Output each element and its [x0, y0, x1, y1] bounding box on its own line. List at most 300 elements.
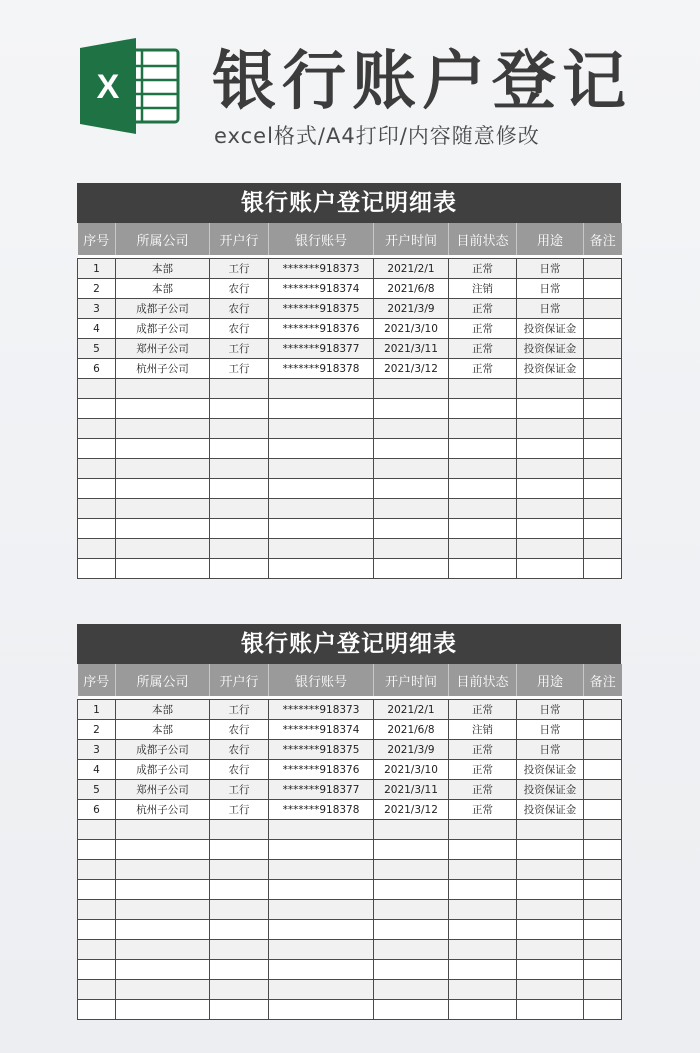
- table-cell[interactable]: 日常: [517, 299, 584, 319]
- table-cell[interactable]: 投资保证金: [517, 319, 584, 339]
- table-cell[interactable]: [374, 1000, 449, 1020]
- table-cell[interactable]: [78, 1000, 116, 1020]
- table-cell[interactable]: [78, 439, 116, 459]
- table-cell[interactable]: *******918375: [269, 740, 374, 760]
- empty-row: [78, 1000, 622, 1020]
- table-cell[interactable]: [78, 860, 116, 880]
- table-cell[interactable]: [78, 539, 116, 559]
- table-cell[interactable]: [584, 299, 622, 319]
- table-cell[interactable]: [210, 519, 269, 539]
- table-cell[interactable]: 工行: [210, 700, 269, 720]
- table-cell[interactable]: [116, 920, 210, 940]
- table-cell[interactable]: 正常: [449, 740, 517, 760]
- table-cell[interactable]: [374, 479, 449, 499]
- table-cell[interactable]: [584, 359, 622, 379]
- table-cell[interactable]: [269, 860, 374, 880]
- table-cell[interactable]: [116, 900, 210, 920]
- table-cell[interactable]: 工行: [210, 339, 269, 359]
- table-cell[interactable]: [584, 940, 622, 960]
- table-cell[interactable]: 2021/3/10: [374, 319, 449, 339]
- table-cell[interactable]: [584, 800, 622, 820]
- svg-text:X: X: [96, 68, 120, 106]
- table-cell[interactable]: [210, 539, 269, 559]
- table-cell[interactable]: [116, 439, 210, 459]
- table-cell[interactable]: 日常: [517, 720, 584, 740]
- table-cell[interactable]: 4: [78, 760, 116, 780]
- table-cell[interactable]: 2021/6/8: [374, 279, 449, 299]
- table-row: [78, 299, 622, 319]
- table-cell[interactable]: 日常: [517, 740, 584, 760]
- table-row: [78, 339, 622, 359]
- table-cell[interactable]: [210, 820, 269, 840]
- table-cell[interactable]: 投资保证金: [517, 339, 584, 359]
- table-cell[interactable]: [584, 519, 622, 539]
- table-cell[interactable]: [449, 519, 517, 539]
- empty-row: [78, 479, 622, 499]
- table-cell[interactable]: *******918374: [269, 279, 374, 299]
- table-cell[interactable]: *******918377: [269, 339, 374, 359]
- table-cell[interactable]: [517, 860, 584, 880]
- table-cell[interactable]: [449, 439, 517, 459]
- empty-row: [78, 980, 622, 1000]
- table-cell[interactable]: [517, 559, 584, 579]
- table-cell[interactable]: [116, 479, 210, 499]
- table-cell[interactable]: [449, 960, 517, 980]
- table-cell[interactable]: [449, 399, 517, 419]
- table-cell[interactable]: [269, 459, 374, 479]
- table-cell[interactable]: [116, 519, 210, 539]
- table-cell[interactable]: [269, 1000, 374, 1020]
- table-cell[interactable]: 6: [78, 800, 116, 820]
- table-cell[interactable]: [517, 840, 584, 860]
- table-cell[interactable]: [584, 439, 622, 459]
- table-cell[interactable]: [517, 379, 584, 399]
- column-header: 银行账号: [269, 664, 374, 696]
- empty-row: [78, 920, 622, 940]
- table-cell[interactable]: [78, 559, 116, 579]
- table-cell[interactable]: [374, 419, 449, 439]
- table-cell[interactable]: [374, 519, 449, 539]
- table-cell[interactable]: [584, 419, 622, 439]
- table-cell[interactable]: [584, 740, 622, 760]
- table-cell[interactable]: [374, 399, 449, 419]
- table-cell[interactable]: [374, 960, 449, 980]
- table-cell[interactable]: [449, 980, 517, 1000]
- table-cell[interactable]: 工行: [210, 800, 269, 820]
- empty-row: [78, 399, 622, 419]
- table-cell[interactable]: 成都子公司: [116, 319, 210, 339]
- table-cell[interactable]: [584, 339, 622, 359]
- table-cell[interactable]: [517, 499, 584, 519]
- table-cell[interactable]: 2021/2/1: [374, 259, 449, 279]
- table-cell[interactable]: [584, 860, 622, 880]
- table-cell[interactable]: [269, 940, 374, 960]
- table-cell[interactable]: [449, 379, 517, 399]
- table-cell[interactable]: 农行: [210, 299, 269, 319]
- column-header: 开户时间: [374, 664, 449, 696]
- table-cell[interactable]: [78, 820, 116, 840]
- table-cell[interactable]: [269, 419, 374, 439]
- table-cell[interactable]: [116, 980, 210, 1000]
- table-cell[interactable]: [269, 820, 374, 840]
- table-cell[interactable]: 杭州子公司: [116, 800, 210, 820]
- table-cell[interactable]: 日常: [517, 700, 584, 720]
- table-cell[interactable]: 成都子公司: [116, 299, 210, 319]
- table-cell[interactable]: 本部: [116, 279, 210, 299]
- table-cell[interactable]: [269, 499, 374, 519]
- column-header: 目前状态: [449, 223, 517, 255]
- table-cell[interactable]: [584, 319, 622, 339]
- table-cell[interactable]: 投资保证金: [517, 800, 584, 820]
- table-cell[interactable]: [584, 900, 622, 920]
- table-cell[interactable]: [269, 880, 374, 900]
- table-row: [78, 720, 622, 740]
- column-header: 银行账号: [269, 223, 374, 255]
- table-cell[interactable]: 5: [78, 780, 116, 800]
- column-header: 备注: [584, 664, 622, 696]
- table-cell[interactable]: *******918377: [269, 780, 374, 800]
- table-cell[interactable]: 正常: [449, 319, 517, 339]
- table-cell[interactable]: [78, 479, 116, 499]
- table-cell[interactable]: 2021/6/8: [374, 720, 449, 740]
- table-cell[interactable]: 2021/3/12: [374, 800, 449, 820]
- table-cell[interactable]: [374, 379, 449, 399]
- table-cell[interactable]: [116, 559, 210, 579]
- table-cell[interactable]: 本部: [116, 259, 210, 279]
- table-cell[interactable]: [517, 940, 584, 960]
- table-cell[interactable]: [269, 519, 374, 539]
- table-cell[interactable]: [517, 920, 584, 940]
- table-cell[interactable]: [517, 459, 584, 479]
- excel-icon: [80, 38, 180, 134]
- table-cell[interactable]: 正常: [449, 800, 517, 820]
- table-cell[interactable]: [584, 279, 622, 299]
- table-cell[interactable]: [269, 960, 374, 980]
- table-cell[interactable]: 1: [78, 259, 116, 279]
- table-cell[interactable]: [449, 479, 517, 499]
- table-cell[interactable]: 注销: [449, 279, 517, 299]
- table-cell[interactable]: 农行: [210, 319, 269, 339]
- sheet-title: 银行账户登记明细表: [77, 183, 621, 223]
- table-cell[interactable]: 本部: [116, 720, 210, 740]
- empty-row: [78, 419, 622, 439]
- table-cell[interactable]: 注销: [449, 720, 517, 740]
- table-cell[interactable]: [116, 399, 210, 419]
- table-cell[interactable]: 2021/3/11: [374, 780, 449, 800]
- table-cell[interactable]: [269, 539, 374, 559]
- empty-row: [78, 559, 622, 579]
- table-cell[interactable]: [584, 920, 622, 940]
- table-cell[interactable]: [374, 860, 449, 880]
- table-cell[interactable]: [210, 980, 269, 1000]
- table-cell[interactable]: 日常: [517, 259, 584, 279]
- table-cell[interactable]: [584, 780, 622, 800]
- table-cell[interactable]: [210, 439, 269, 459]
- table-body: [78, 696, 622, 1020]
- table-cell[interactable]: [116, 1000, 210, 1020]
- page-header: [0, 0, 700, 160]
- table-cell[interactable]: [78, 459, 116, 479]
- table-cell[interactable]: [78, 920, 116, 940]
- table-cell[interactable]: *******918375: [269, 299, 374, 319]
- table-cell[interactable]: [78, 519, 116, 539]
- table-cell[interactable]: [116, 960, 210, 980]
- table-cell[interactable]: [210, 559, 269, 579]
- table-cell[interactable]: [374, 499, 449, 519]
- table-body: [78, 255, 622, 579]
- table-cell[interactable]: 2021/3/9: [374, 740, 449, 760]
- table-cell[interactable]: [374, 459, 449, 479]
- table-cell[interactable]: [210, 860, 269, 880]
- column-header: 开户时间: [374, 223, 449, 255]
- table-cell[interactable]: [210, 940, 269, 960]
- table-cell[interactable]: [116, 499, 210, 519]
- table-cell[interactable]: 投资保证金: [517, 760, 584, 780]
- table-cell[interactable]: 郑州子公司: [116, 339, 210, 359]
- table-cell[interactable]: [78, 499, 116, 519]
- table-cell[interactable]: 郑州子公司: [116, 780, 210, 800]
- table-cell[interactable]: 2021/3/9: [374, 299, 449, 319]
- column-header: 序号: [78, 664, 116, 696]
- table-cell[interactable]: [517, 519, 584, 539]
- table-cell[interactable]: 5: [78, 339, 116, 359]
- table-cell[interactable]: [517, 820, 584, 840]
- table-cell[interactable]: [374, 940, 449, 960]
- register-sheet: [77, 183, 621, 579]
- table-cell[interactable]: [374, 820, 449, 840]
- table-cell[interactable]: [449, 419, 517, 439]
- table-cell[interactable]: 2021/2/1: [374, 700, 449, 720]
- table-cell[interactable]: [517, 880, 584, 900]
- table-cell[interactable]: [210, 880, 269, 900]
- table-cell[interactable]: 2: [78, 720, 116, 740]
- table-cell[interactable]: [210, 459, 269, 479]
- table-cell[interactable]: [269, 840, 374, 860]
- table-cell[interactable]: 工行: [210, 359, 269, 379]
- table-cell[interactable]: 正常: [449, 259, 517, 279]
- table-cell[interactable]: [584, 840, 622, 860]
- table-cell[interactable]: [116, 539, 210, 559]
- table-cell[interactable]: [584, 880, 622, 900]
- table-cell[interactable]: [78, 419, 116, 439]
- table-cell[interactable]: [210, 900, 269, 920]
- table-cell[interactable]: [116, 940, 210, 960]
- table-cell[interactable]: 2021/3/10: [374, 760, 449, 780]
- table-row: [78, 359, 622, 379]
- table-cell[interactable]: [584, 980, 622, 1000]
- table-cell[interactable]: *******918374: [269, 720, 374, 740]
- table-cell[interactable]: [449, 940, 517, 960]
- table-cell[interactable]: [449, 860, 517, 880]
- table-cell[interactable]: [210, 920, 269, 940]
- table-cell[interactable]: 农行: [210, 740, 269, 760]
- table-cell[interactable]: [449, 499, 517, 519]
- table-cell[interactable]: [116, 840, 210, 860]
- table-cell[interactable]: [210, 479, 269, 499]
- table-cell[interactable]: 6: [78, 359, 116, 379]
- table-cell[interactable]: 3: [78, 740, 116, 760]
- table-cell[interactable]: 成都子公司: [116, 740, 210, 760]
- table-cell[interactable]: [210, 840, 269, 860]
- table-cell[interactable]: [584, 720, 622, 740]
- table-cell[interactable]: [116, 860, 210, 880]
- table-cell[interactable]: [584, 820, 622, 840]
- table-cell[interactable]: [449, 900, 517, 920]
- table-cell[interactable]: [210, 1000, 269, 1020]
- table-row: [78, 700, 622, 720]
- table-cell[interactable]: *******918378: [269, 359, 374, 379]
- table-cell[interactable]: [517, 539, 584, 559]
- table-cell[interactable]: [517, 419, 584, 439]
- table-cell[interactable]: 本部: [116, 700, 210, 720]
- table-row: [78, 279, 622, 299]
- table-cell[interactable]: [78, 399, 116, 419]
- table-cell[interactable]: [78, 980, 116, 1000]
- table-cell[interactable]: [449, 539, 517, 559]
- table-cell[interactable]: [116, 419, 210, 439]
- table-cell[interactable]: 农行: [210, 720, 269, 740]
- table-cell[interactable]: [269, 559, 374, 579]
- empty-row: [78, 379, 622, 399]
- table-cell[interactable]: [584, 259, 622, 279]
- table-cell[interactable]: 工行: [210, 780, 269, 800]
- table-cell[interactable]: [584, 700, 622, 720]
- table-cell[interactable]: [374, 840, 449, 860]
- table-cell[interactable]: [517, 1000, 584, 1020]
- table-cell[interactable]: [210, 960, 269, 980]
- table-cell[interactable]: 正常: [449, 339, 517, 359]
- column-header: 序号: [78, 223, 116, 255]
- table-cell[interactable]: [584, 539, 622, 559]
- table-cell[interactable]: [78, 880, 116, 900]
- table-cell[interactable]: 农行: [210, 760, 269, 780]
- table-cell[interactable]: [449, 820, 517, 840]
- register-table: [77, 664, 622, 1020]
- table-cell[interactable]: *******918373: [269, 259, 374, 279]
- table-cell[interactable]: [78, 940, 116, 960]
- table-cell[interactable]: [210, 499, 269, 519]
- table-cell[interactable]: [269, 439, 374, 459]
- table-cell[interactable]: [517, 439, 584, 459]
- table-cell[interactable]: [269, 920, 374, 940]
- table-header-row: [78, 664, 622, 696]
- table-cell[interactable]: [374, 880, 449, 900]
- table-cell[interactable]: [269, 900, 374, 920]
- table-cell[interactable]: [517, 900, 584, 920]
- column-header: 开户行: [210, 664, 269, 696]
- table-cell[interactable]: [116, 820, 210, 840]
- table-cell[interactable]: 投资保证金: [517, 780, 584, 800]
- empty-row: [78, 880, 622, 900]
- table-cell[interactable]: [78, 379, 116, 399]
- table-cell[interactable]: [78, 900, 116, 920]
- table-cell[interactable]: [517, 479, 584, 499]
- table-cell[interactable]: 1: [78, 700, 116, 720]
- table-cell[interactable]: 正常: [449, 780, 517, 800]
- table-cell[interactable]: 2021/3/11: [374, 339, 449, 359]
- table-cell[interactable]: [449, 459, 517, 479]
- table-cell[interactable]: [374, 539, 449, 559]
- table-cell[interactable]: 农行: [210, 279, 269, 299]
- empty-row: [78, 519, 622, 539]
- table-cell[interactable]: 杭州子公司: [116, 359, 210, 379]
- table-cell[interactable]: [374, 900, 449, 920]
- table-cell[interactable]: [78, 960, 116, 980]
- column-header: 开户行: [210, 223, 269, 255]
- table-cell[interactable]: [584, 399, 622, 419]
- column-header: 用途: [517, 664, 584, 696]
- page-title: 银行账户登记: [212, 45, 632, 119]
- table-cell[interactable]: [449, 840, 517, 860]
- table-cell[interactable]: [584, 459, 622, 479]
- table-cell[interactable]: [584, 559, 622, 579]
- table-cell[interactable]: [584, 760, 622, 780]
- column-header: 目前状态: [449, 664, 517, 696]
- table-cell[interactable]: [374, 439, 449, 459]
- table-cell[interactable]: [449, 920, 517, 940]
- column-header: 备注: [584, 223, 622, 255]
- table-cell[interactable]: [269, 479, 374, 499]
- empty-row: [78, 900, 622, 920]
- table-cell[interactable]: [116, 880, 210, 900]
- table-cell[interactable]: [210, 399, 269, 419]
- table-cell[interactable]: [269, 399, 374, 419]
- table-cell[interactable]: 正常: [449, 760, 517, 780]
- table-cell[interactable]: [584, 960, 622, 980]
- table-cell[interactable]: [449, 880, 517, 900]
- table-header-row: [78, 223, 622, 255]
- table-cell[interactable]: [269, 379, 374, 399]
- table-cell[interactable]: [78, 840, 116, 860]
- table-cell[interactable]: [374, 920, 449, 940]
- sheet-title: 银行账户登记明细表: [77, 624, 621, 664]
- table-cell[interactable]: [449, 559, 517, 579]
- table-cell[interactable]: [116, 379, 210, 399]
- table-cell[interactable]: [374, 980, 449, 1000]
- table-cell[interactable]: 成都子公司: [116, 760, 210, 780]
- table-cell[interactable]: 正常: [449, 359, 517, 379]
- table-cell[interactable]: 4: [78, 319, 116, 339]
- table-cell[interactable]: [517, 399, 584, 419]
- table-cell[interactable]: [517, 960, 584, 980]
- table-cell[interactable]: [449, 1000, 517, 1020]
- table-cell[interactable]: [584, 1000, 622, 1020]
- table-cell[interactable]: *******918373: [269, 700, 374, 720]
- table-cell[interactable]: [584, 379, 622, 399]
- table-cell[interactable]: [116, 459, 210, 479]
- table-cell[interactable]: 投资保证金: [517, 359, 584, 379]
- table-cell[interactable]: 正常: [449, 700, 517, 720]
- table-cell[interactable]: 3: [78, 299, 116, 319]
- column-header: 所属公司: [116, 223, 210, 255]
- table-cell[interactable]: 工行: [210, 259, 269, 279]
- table-cell[interactable]: [269, 980, 374, 1000]
- table-cell[interactable]: [210, 379, 269, 399]
- table-cell[interactable]: [584, 499, 622, 519]
- table-cell[interactable]: [584, 479, 622, 499]
- table-cell[interactable]: *******918378: [269, 800, 374, 820]
- table-cell[interactable]: 正常: [449, 299, 517, 319]
- table-cell[interactable]: [210, 419, 269, 439]
- table-cell[interactable]: *******918376: [269, 319, 374, 339]
- table-cell[interactable]: 2: [78, 279, 116, 299]
- table-cell[interactable]: [517, 980, 584, 1000]
- table-row: [78, 740, 622, 760]
- table-cell[interactable]: *******918376: [269, 760, 374, 780]
- table-cell[interactable]: 日常: [517, 279, 584, 299]
- table-cell[interactable]: 2021/3/12: [374, 359, 449, 379]
- table-cell[interactable]: [374, 559, 449, 579]
